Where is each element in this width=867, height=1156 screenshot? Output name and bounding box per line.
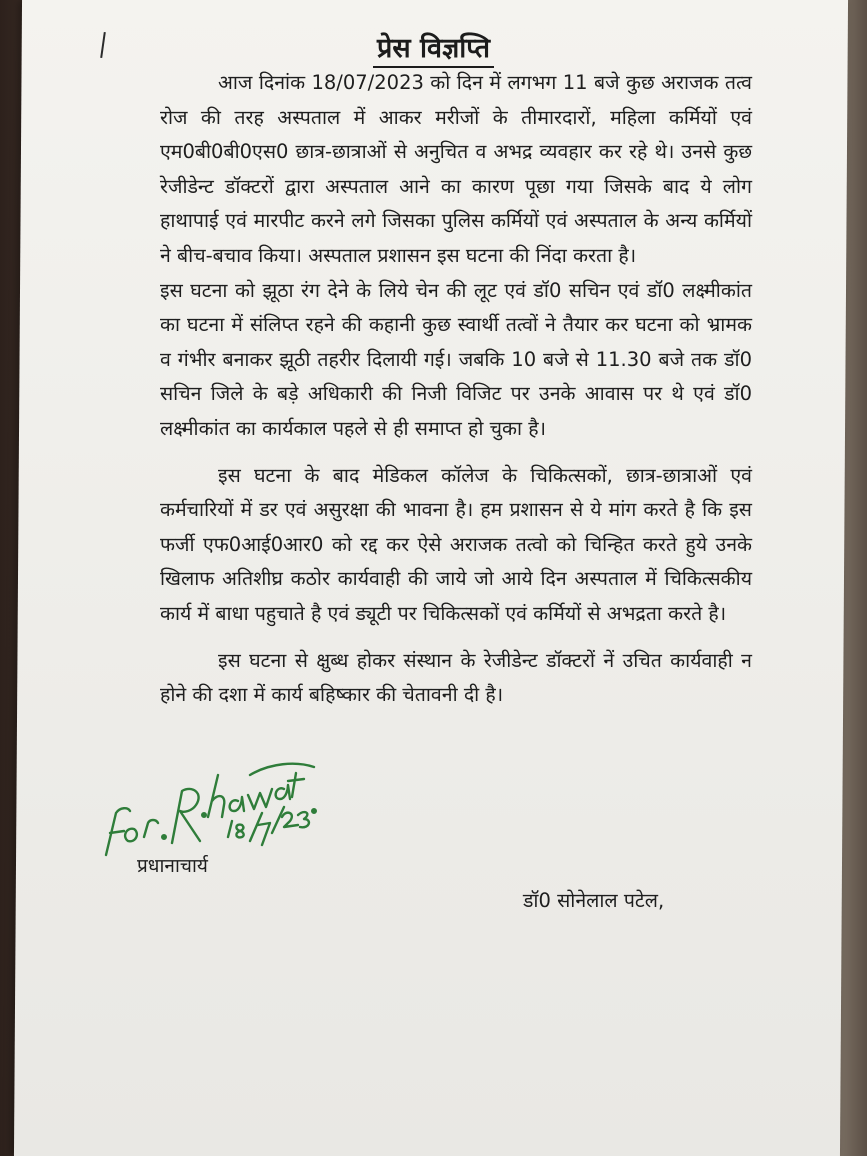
paragraph-2: इस घटना को झूठा रंग देने के लिये चेन की लूट एवं डॉ0 सचिन एवं डॉ0 लक्ष्मीकांत का घटना में संलिप्त रहने की कहानी कुछ स्वार्थी तत्वों ने तैयार कर घटना को भ्रामक व गंभीर बनाकर झूठी तहरीर दिलायी गई। जबकि 10 बजे से 11.30 बजे तक डॉ0 सचिन जिले के बड़े अधिकारी की निजी विजिट पर उनके आवास पर थे एवं डॉ0 लक्ष्मीकांत का कार्यकाल पहले से ही समाप्त हो चुका है।: [160, 278, 752, 440]
designation: प्रधानाचार्य: [137, 855, 208, 877]
author-name: डॉ0 सोनेलाल पटेल,: [523, 889, 665, 912]
paragraph-1: आज दिनांक 18/07/2023 को दिन में लगभग 11 बजे कुछ अराजक तत्व रोज की तरह अस्पताल में आकर मरीजों के तीमारदारों, महिला कर्मियों एवं एम0बी0बी0एस0 छात्र-छात्राओं से अनुचित व अभद्र व्यवहार कर रहे थे। उनसे कुछ रेजीडेन्ट डॉक्टरों द्वारा अस्पताल आने का कारण पूछा गया जिसके बाद ये लोग हाथापाई एवं मारपीट करने लगे जिसका पुलिस कर्मियों एवं अस्पताल के अन्य कर्मियों ने बीच-बचाव किया। अस्पताल प्रशासन इस घटना की निंदा करता है।: [160, 71, 752, 267]
document-title: [0, 28, 867, 65]
handwritten-signature: [100, 745, 320, 865]
title-text: प्रेस विज्ञप्ति: [373, 33, 494, 68]
paragraph-4: इस घटना से क्षुब्ध होकर संस्थान के रेजीडेन्ट डॉक्टरों नें उचित कार्यवाही न होने की दशा में कार्य बहिष्कार की चेतावनी दी है।: [160, 648, 752, 707]
paragraph-3: इस घटना के बाद मेडिकल कॉलेज के चिकित्सकों, छात्र-छात्राओं एवं कर्मचारियों में डर एवं असुरक्षा की भावना है। हम प्रशासन से ये मांग करते है कि इस फर्जी एफ0आई0आर0 को रद्द कर ऐसे अराजक तत्वो को चिन्हित करते हुये उनके खिलाफ अतिशीघ्र कठोर कार्यवाही की जाये जो आये दिन अस्पताल में चिकित्सकीय कार्य में बाधा पहुचाते है एवं ड्यूटी पर चिकित्सकों एवं कर्मियों से अभद्रता करते है।: [160, 463, 752, 625]
document-body: [160, 66, 752, 713]
